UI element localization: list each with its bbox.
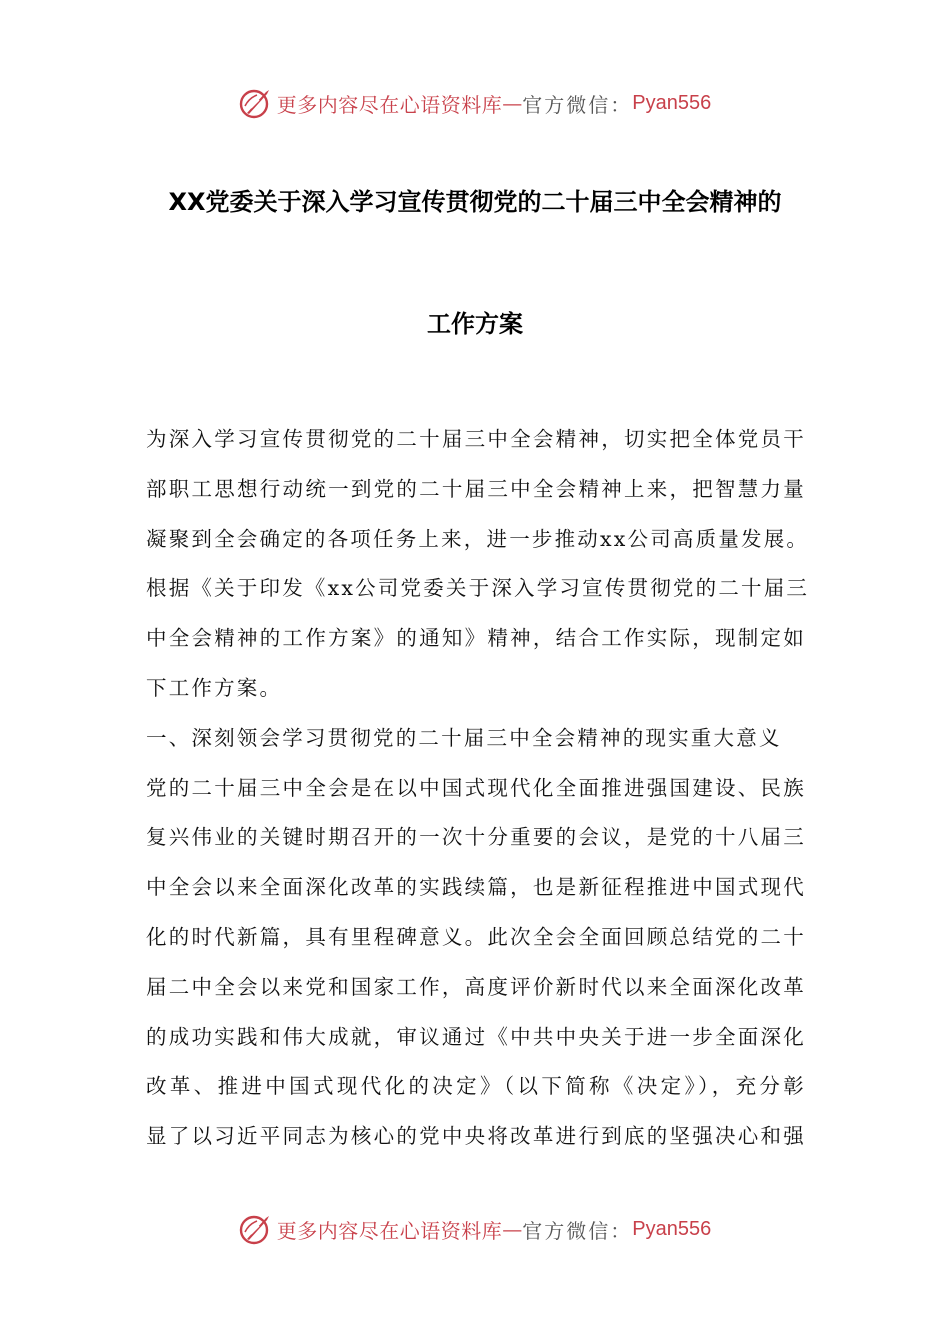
quill-logo-icon [239, 86, 273, 120]
body-line: 下工作方案。 [146, 675, 283, 700]
body-line: 化的时代新篇，具有里程碑意义。此次全会全面回顾总结党的二十 [146, 924, 806, 949]
watermark-separator: — [502, 91, 523, 115]
watermark-banner-top [0, 83, 950, 123]
watermark-separator: — [502, 1217, 523, 1241]
quill-logo-icon [239, 1212, 273, 1246]
body-line: 复兴伟业的关键时期召开的一次十分重要的会议，是党的十八届三 [146, 825, 806, 850]
body-line: 根据《关于印发《xx公司党委关于深入学习宣传贯彻党的二十届三 [146, 576, 810, 601]
document-body [146, 415, 810, 1162]
section-heading: 一、深刻领会学习贯彻党的二十届三中全会精神的现实重大意义 [146, 725, 782, 750]
body-line: 届二中全会以来党和国家工作，高度评价新时代以来全面深化改革 [146, 974, 806, 999]
watermark-banner-bottom [0, 1209, 950, 1249]
body-line: 显了以习近平同志为核心的党中央将改革进行到底的坚强决心和强 [146, 1124, 806, 1149]
body-line: 部职工思想行动统一到党的二十届三中全会精神上来，把智慧力量 [146, 476, 806, 501]
body-line: 中全会以来全面深化改革的实践续篇，也是新征程推进中国式现代 [146, 875, 806, 900]
watermark-brand-text: 更多内容尽在心语资料库 [276, 1218, 503, 1243]
body-line: 改革、推进中国式现代化的决定》（以下简称《决定》），充分彰 [146, 1074, 806, 1099]
body-line: 凝聚到全会确定的各项任务上来，进一步推动xx公司高质量发展。 [146, 526, 810, 551]
document-title-line-2: 工作方案 [427, 310, 523, 338]
watermark-wechat-label: 官方微信： [522, 1218, 633, 1243]
watermark-wechat-id: Pyan556 [632, 91, 712, 114]
body-line: 中全会精神的工作方案》的通知》精神，结合工作实际，现制定如 [146, 626, 806, 651]
watermark-wechat-id: Pyan556 [632, 1217, 712, 1240]
document-title-line-1: XX党委关于深入学习宣传贯彻党的二十届三中全会精神的 [168, 188, 782, 216]
watermark-wechat-label: 官方微信： [522, 92, 633, 117]
watermark-brand-text: 更多内容尽在心语资料库 [276, 92, 503, 117]
body-line: 党的二十届三中全会是在以中国式现代化全面推进强国建设、民族 [146, 775, 806, 800]
body-line: 为深入学习宣传贯彻党的二十届三中全会精神，切实把全体党员干 [146, 427, 806, 451]
body-line: 的成功实践和伟大成就，审议通过《中共中央关于进一步全面深化 [146, 1024, 806, 1049]
